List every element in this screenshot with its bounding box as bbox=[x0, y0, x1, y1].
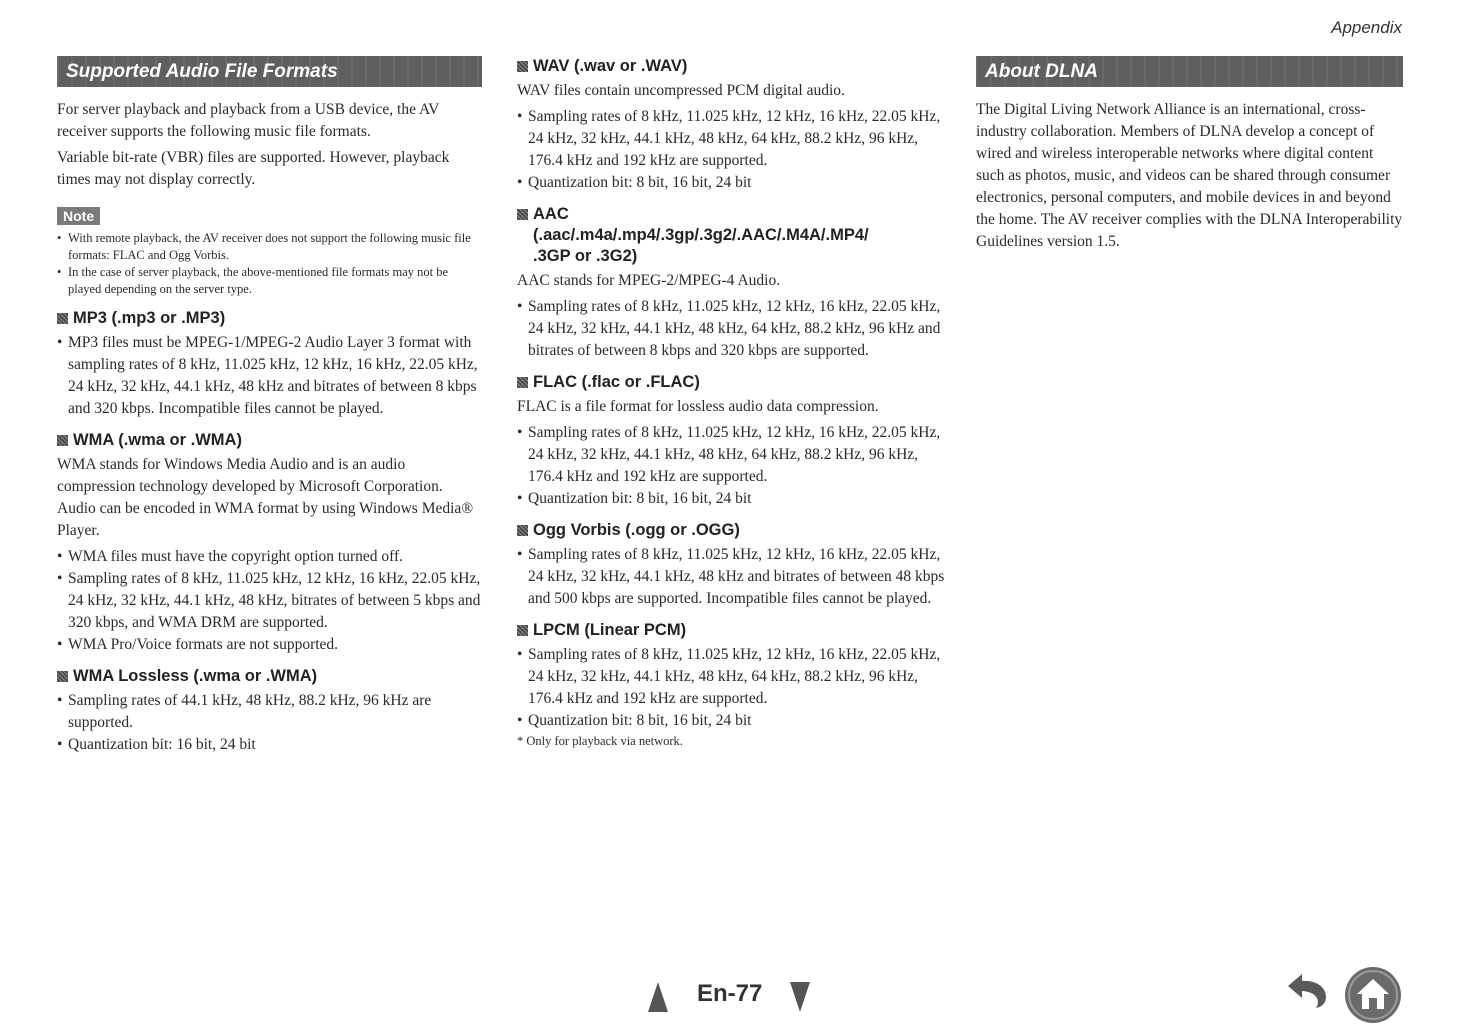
intro-paragraph: Variable bit-rate (VBR) files are supported. However, playback times may not display correctly. bbox=[57, 149, 450, 188]
heading-wav: WAV (.wav or .WAV) bbox=[517, 56, 947, 77]
list-item: • Sampling rates of 8 kHz, 11.025 kHz, 12 kHz, 16 kHz, 22.05 kHz, 24 kHz, 32 kHz, 44.1 kHz, 48 kHz, 64 kHz, 88.2 kHz, 96 kHz, 176.4 kHz and 192 kHz are supported. bbox=[517, 422, 947, 488]
heading-wma-lossless: WMA Lossless (.wma or .WMA) bbox=[57, 666, 482, 687]
list-item: • Sampling rates of 8 kHz, 11.025 kHz, 12 kHz, 16 kHz, 22.05 kHz, 24 kHz, 32 kHz, 44.1 kHz, 48 kHz, 64 kHz, 88.2 kHz, 96 kHz, 176.4 kHz and 192 kHz are supported. bbox=[517, 644, 947, 710]
wma-list bbox=[57, 546, 482, 656]
triangle-up-icon[interactable] bbox=[648, 982, 668, 1012]
list-item: • WMA files must have the copyright option turned off. bbox=[57, 546, 482, 568]
wma-description: WMA stands for Windows Media Audio and is an audio compression technology developed by Microsoft Corporation. Audio can be encoded in WMA format by using Windows Media® Player. bbox=[57, 456, 474, 539]
square-bullet-icon bbox=[517, 209, 528, 220]
square-bullet-icon bbox=[57, 435, 68, 446]
list-item: • Quantization bit: 16 bit, 24 bit bbox=[57, 734, 482, 756]
list-item: • Quantization bit: 8 bit, 16 bit, 24 bit bbox=[517, 488, 947, 510]
flac-list bbox=[517, 422, 947, 510]
list-item: • MP3 files must be MPEG-1/MPEG-2 Audio Layer 3 format with sampling rates of 8 kHz, 11.025 kHz, 12 kHz, 16 kHz, 22.05 kHz, 24 kHz, 32 kHz, 44.1 kHz, 48 kHz and bitrates of between 8 kbps and 320 kbps. Incompatible files cannot be played. bbox=[57, 332, 482, 420]
page-number: En-77 bbox=[697, 980, 763, 1007]
list-item: • Quantization bit: 8 bit, 16 bit, 24 bit bbox=[517, 172, 947, 194]
square-bullet-icon bbox=[517, 61, 528, 72]
note-badge: Note bbox=[57, 207, 100, 225]
list-item: • Sampling rates of 8 kHz, 11.025 kHz, 12 kHz, 16 kHz, 22.05 kHz, 24 kHz, 32 kHz, 44.1 kHz, 48 kHz and bitrates of between 48 kbps and 500 kbps are supported. Incompatible files cannot be played. bbox=[517, 544, 947, 610]
wma-lossless-list bbox=[57, 690, 482, 756]
heading-lpcm: LPCM (Linear PCM) bbox=[517, 620, 947, 641]
list-item: • WMA Pro/Voice formats are not supported. bbox=[57, 634, 482, 656]
heading-wma: WMA (.wma or .WMA) bbox=[57, 430, 482, 451]
note-list bbox=[57, 230, 482, 298]
back-arrow-icon[interactable] bbox=[1282, 970, 1332, 1010]
aac-list bbox=[517, 296, 947, 362]
column-right bbox=[976, 56, 1403, 257]
square-bullet-icon bbox=[517, 377, 528, 388]
square-bullet-icon bbox=[517, 525, 528, 536]
home-icon[interactable] bbox=[1343, 965, 1403, 1025]
intro-paragraph: For server playback and playback from a USB device, the AV receiver supports the following music file formats. bbox=[57, 101, 440, 140]
lpcm-list bbox=[517, 644, 947, 732]
wav-description: WAV files contain uncompressed PCM digital audio. bbox=[517, 82, 845, 99]
page-navigation bbox=[0, 978, 1458, 1018]
ogg-list bbox=[517, 544, 947, 610]
mp3-list bbox=[57, 332, 482, 420]
triangle-down-icon[interactable] bbox=[790, 982, 810, 1012]
aac-description: AAC stands for MPEG-2/MPEG-4 Audio. bbox=[517, 272, 781, 289]
heading-aac: AAC (.aac/.m4a/.mp4/.3gp/.3g2/.AAC/.M4A/.MP4/ .3GP or .3G2) bbox=[517, 204, 947, 267]
section-title-supported-formats: Supported Audio File Formats bbox=[57, 56, 482, 87]
flac-description: FLAC is a file format for lossless audio data compression. bbox=[517, 398, 879, 415]
heading-flac: FLAC (.flac or .FLAC) bbox=[517, 372, 947, 393]
note-item: • With remote playback, the AV receiver does not support the following music file formats: FLAC and Ogg Vorbis. bbox=[57, 230, 482, 264]
heading-mp3: MP3 (.mp3 or .MP3) bbox=[57, 308, 482, 329]
list-item: • Quantization bit: 8 bit, 16 bit, 24 bit bbox=[517, 710, 947, 732]
footnote: * Only for playback via network. bbox=[517, 734, 683, 748]
heading-ogg: Ogg Vorbis (.ogg or .OGG) bbox=[517, 520, 947, 541]
square-bullet-icon bbox=[57, 671, 68, 682]
list-item: • Sampling rates of 44.1 kHz, 48 kHz, 88.2 kHz, 96 kHz are supported. bbox=[57, 690, 482, 734]
dlna-paragraph: The Digital Living Network Alliance is an international, cross-industry collaboration. Members of DLNA develop a concept of wired and wireless interoperable networks where digital content such as photos, music, and videos can be shared through consumer electronics, personal computers, and mobile devices in and beyond the home. The AV receiver complies with the DLNA Interoperability Guidelines version 1.5. bbox=[976, 101, 1403, 250]
column-left bbox=[57, 56, 482, 756]
section-title-about-dlna: About DLNA bbox=[976, 56, 1403, 87]
note-item: • In the case of server playback, the above-mentioned file formats may not be played depending on the server type. bbox=[57, 264, 482, 298]
square-bullet-icon bbox=[517, 625, 528, 636]
header-section-label: Appendix bbox=[1331, 18, 1402, 37]
square-bullet-icon bbox=[57, 313, 68, 324]
list-item: • Sampling rates of 8 kHz, 11.025 kHz, 12 kHz, 16 kHz, 22.05 kHz, 24 kHz, 32 kHz, 44.1 kHz, 48 kHz, 64 kHz, 88.2 kHz, 96 kHz, 176.4 kHz and 192 kHz are supported. bbox=[517, 106, 947, 172]
list-item: • Sampling rates of 8 kHz, 11.025 kHz, 12 kHz, 16 kHz, 22.05 kHz, 24 kHz, 32 kHz, 44.1 kHz, 48 kHz, 64 kHz, 88.2 kHz, 96 kHz and bitrates of between 8 kbps and 320 kbps are supported. bbox=[517, 296, 947, 362]
wav-list bbox=[517, 106, 947, 194]
list-item: • Sampling rates of 8 kHz, 11.025 kHz, 12 kHz, 16 kHz, 22.05 kHz, 24 kHz, 32 kHz, 44.1 kHz, 48 kHz, bitrates of between 5 kbps and 320 kbps, and WMA DRM are supported. bbox=[57, 568, 482, 634]
column-middle bbox=[517, 56, 947, 750]
